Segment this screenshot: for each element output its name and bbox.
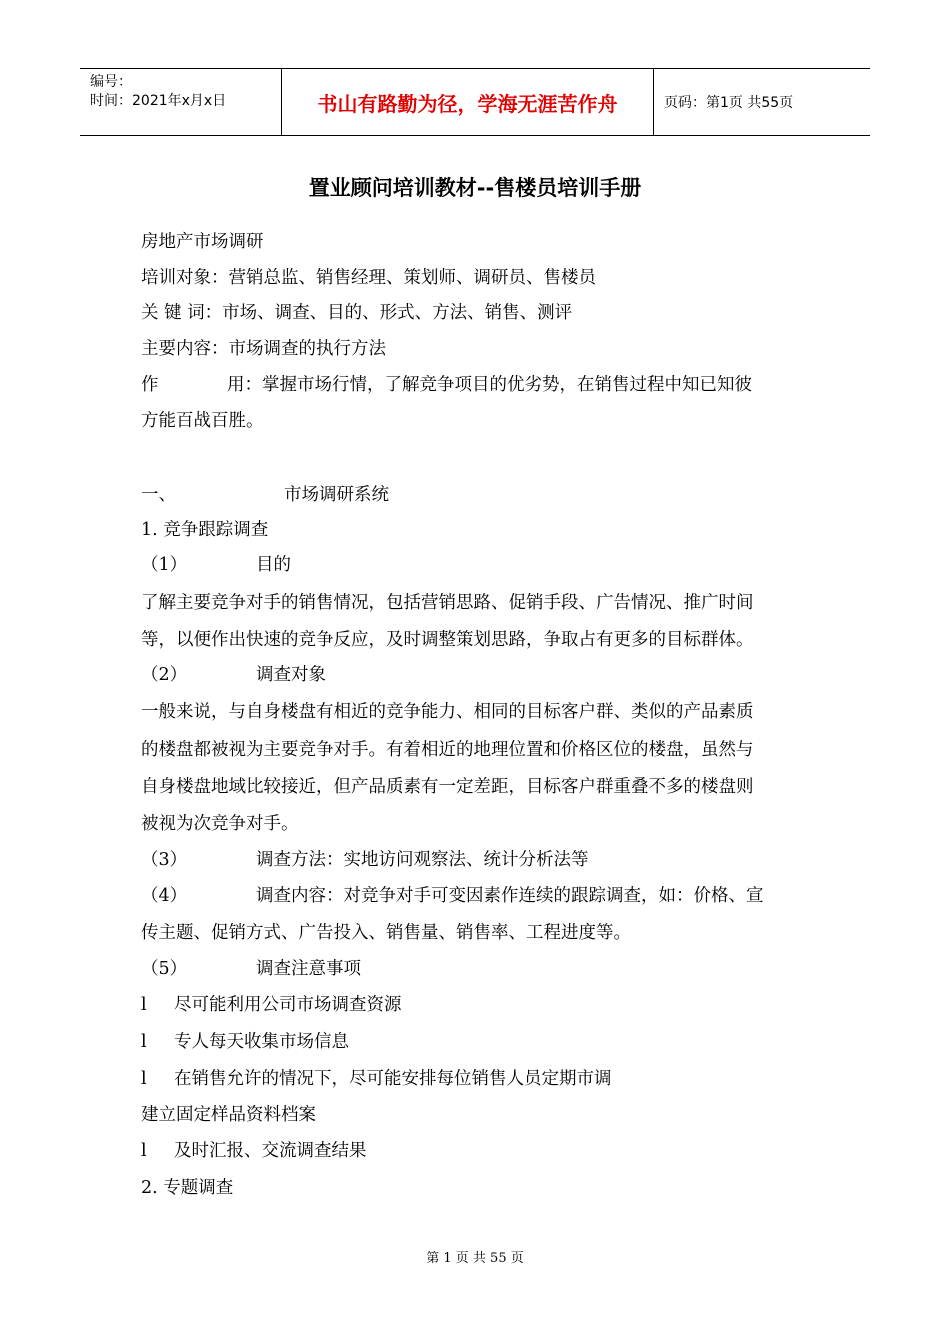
topic-line: 房地产市场调研 <box>141 232 264 252</box>
paragraph-line: 一般来说，与自身楼盘有相近的竞争能力、相同的目标客户群、类似的产品素质 <box>141 702 754 722</box>
audience-line: 培训对象：营销总监、销售经理、策划师、调研员、售楼员 <box>141 268 596 288</box>
purpose-text: 用：掌握市场行情，了解竞争项目的优劣势，在销售过程中知已知彼 <box>227 375 752 395</box>
item-heading-5 <box>141 955 361 980</box>
item-heading-1 <box>141 551 291 576</box>
document-title: 置业顾问培训教材--售楼员培训手册 <box>308 176 642 200</box>
item-title: 调查注意事项 <box>256 959 361 979</box>
bullet-item <box>141 1028 349 1053</box>
item-heading-2 <box>141 661 326 686</box>
bullet-marker: l <box>141 995 147 1015</box>
bullet-text: 专人每天收集市场信息 <box>174 1032 349 1052</box>
purpose-line-2: 方能百战百胜。 <box>141 411 264 431</box>
content-line: 主要内容：市场调查的执行方法 <box>141 339 386 359</box>
paragraph-line: 等，以便作出快速的竞争反应，及时调整策划思路，争取占有更多的目标群体。 <box>141 630 754 650</box>
paragraph-line: 自身楼盘地域比较接近，但产品质素有一定差距，目标客户群重叠不多的楼盘则 <box>141 777 754 797</box>
header-page-info <box>654 69 870 135</box>
paragraph-line: 建立固定样品资料档案 <box>141 1105 316 1125</box>
item-heading-4 <box>141 882 764 907</box>
paragraph-line: 传主题、促销方式、广告投入、销售量、销售率、工程进度等。 <box>141 923 631 943</box>
item-number: （3） <box>141 850 188 870</box>
bullet-marker: l <box>141 1141 147 1161</box>
item-title: 调查内容：对竞争对手可变因素作连续的跟踪调查，如：价格、宣 <box>256 886 764 906</box>
time-label: 时间：2021年x月x日 <box>90 93 227 109</box>
bullet-text: 尽可能利用公司市场调查资源 <box>174 995 402 1015</box>
page-info-text: 页码：第1页 共55页 <box>664 95 794 111</box>
subsection-heading-2: 2. 专题调查 <box>141 1178 234 1198</box>
bullet-marker: l <box>141 1069 147 1089</box>
bullet-text: 及时汇报、交流调查结果 <box>174 1141 367 1161</box>
header-meta <box>80 69 281 135</box>
page-footer: 第 1 页 共 55 页 <box>426 1251 524 1266</box>
number-label: 编号： <box>90 74 132 90</box>
subsection-heading-1: 1. 竞争跟踪调查 <box>141 520 269 540</box>
paragraph-line: 了解主要竞争对手的销售情况，包括营销思路、促销手段、广告情况、推广时间 <box>141 593 754 613</box>
item-number: （2） <box>141 665 188 685</box>
bullet-item <box>141 1065 612 1090</box>
purpose-line <box>141 371 752 396</box>
item-title: 调查方法：实地访问观察法、统计分析法等 <box>256 850 589 870</box>
bullet-item <box>141 991 402 1016</box>
item-heading-3 <box>141 846 589 871</box>
item-number: （4） <box>141 886 188 906</box>
section-heading-1 <box>141 481 389 506</box>
item-number: （5） <box>141 959 188 979</box>
header-motto <box>281 69 654 135</box>
bullet-text: 在销售允许的情况下，尽可能安排每位销售人员定期市调 <box>174 1069 612 1089</box>
section-title: 市场调研系统 <box>284 485 389 505</box>
paragraph-line: 被视为次竞争对手。 <box>141 814 299 834</box>
item-title: 调查对象 <box>256 665 326 685</box>
bullet-marker: l <box>141 1032 147 1052</box>
keywords-line: 关 键 词：市场、调查、目的、形式、方法、销售、测评 <box>141 303 573 323</box>
item-title: 目的 <box>256 555 291 575</box>
bullet-item <box>141 1137 367 1162</box>
item-number: （1） <box>141 555 188 575</box>
motto-text: 书山有路勤为径，学海无涯苦作舟 <box>317 91 618 116</box>
page-header <box>80 68 870 136</box>
section-number: 一、 <box>141 485 176 505</box>
purpose-label-a: 作 <box>141 375 159 395</box>
paragraph-line: 的楼盘都被视为主要竞争对手。有着相近的地理位置和价格区位的楼盘，虽然与 <box>141 740 754 760</box>
